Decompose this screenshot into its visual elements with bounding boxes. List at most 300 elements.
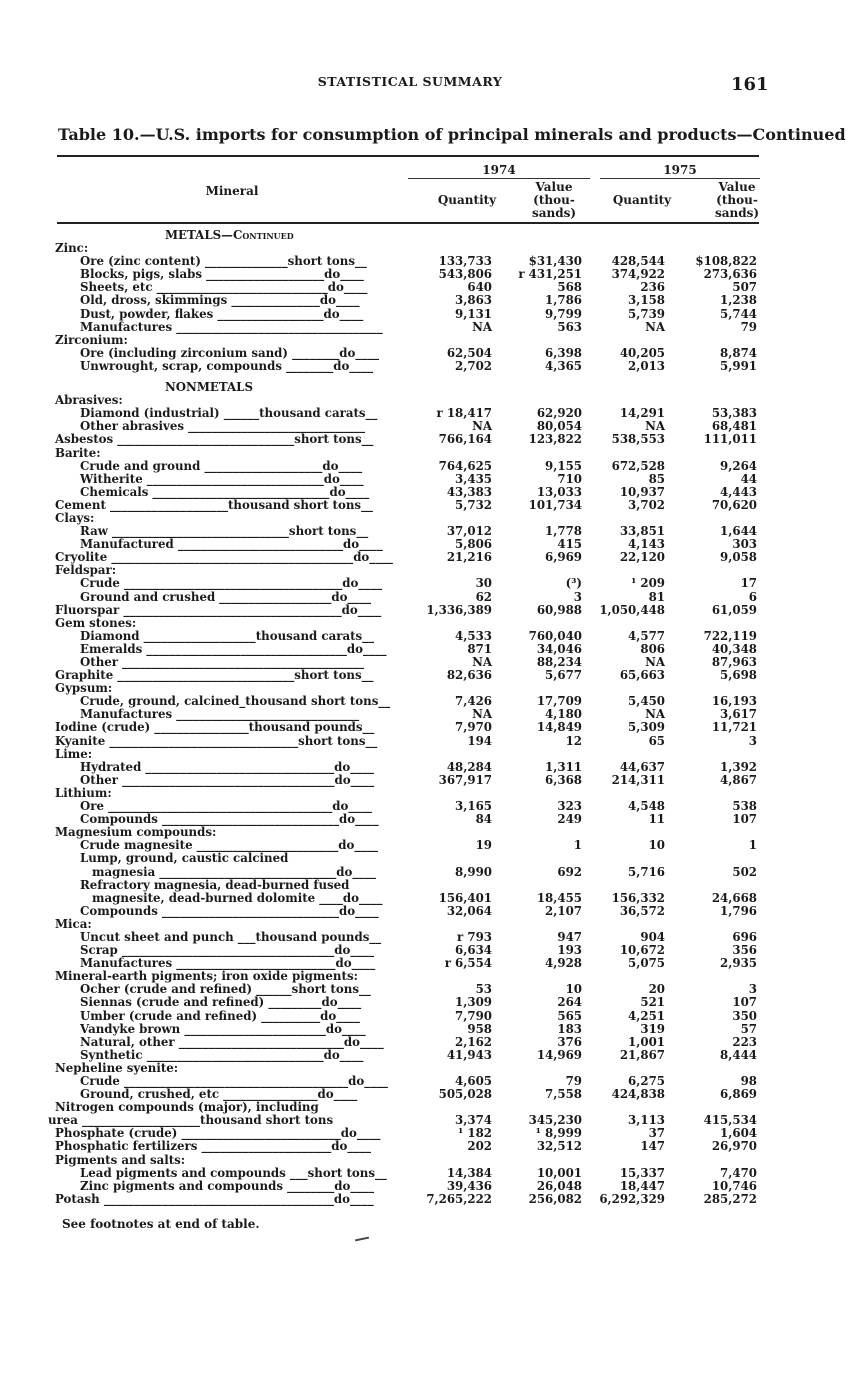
year-1975-header: 1975: [663, 163, 697, 177]
value-1974-cell: 565: [557, 1008, 582, 1023]
row-label: Ore ______________________________________do____: [80, 799, 372, 814]
table-row: [0, 748, 848, 761]
table-row: [0, 1180, 848, 1193]
value-1974-cell: 563: [557, 319, 582, 334]
quantity-1975-cell: NA: [645, 707, 665, 722]
quantity-1975-cell: 10,672: [619, 943, 665, 958]
row-label: Umber (crude and refined) __________do____: [80, 1008, 360, 1023]
quantity-1974-cell: 1,309: [455, 995, 492, 1010]
quantity-1974-cell: 82,636: [446, 668, 492, 683]
quantity-1975-cell: 521: [640, 995, 665, 1010]
value-1974-cell: 376: [557, 1034, 582, 1049]
quantity-1974-cell: 48,284: [446, 759, 492, 774]
row-label: Ore (zinc content) ______________short tons__: [80, 254, 367, 269]
value-1975-header: Value (thou- sands): [714, 180, 760, 220]
row-label: Hydrated ________________________________do____: [80, 759, 374, 774]
table-body: [0, 229, 848, 1206]
table-row: [0, 761, 848, 774]
value-1975-cell: 350: [732, 1008, 757, 1023]
row-label: Witherite ______________________________do____: [80, 471, 364, 486]
quantity-1975-cell: 65,663: [619, 668, 665, 683]
value-1974-cell: 264: [557, 995, 582, 1010]
row-label: Diamond (industrial) ______thousand carats__: [80, 406, 378, 421]
table-row: [0, 892, 848, 905]
table-row: [0, 334, 848, 347]
quantity-1975-cell: 156,332: [611, 890, 665, 905]
row-label: Diamond ___________________thousand carats__: [80, 628, 374, 643]
value-1974-cell: 6,398: [545, 345, 582, 360]
quantity-1975-cell: NA: [645, 655, 665, 669]
value-1974-cell: 79: [565, 1074, 582, 1088]
quantity-1974-cell: 21,216: [446, 550, 492, 565]
quantity-1974-cell: 133,733: [438, 254, 492, 269]
row-label: urea ____________________thousand short tons: [48, 1113, 334, 1128]
quantity-1975-cell: 36,572: [619, 903, 665, 918]
table-row: [0, 630, 848, 643]
quantity-1974-cell: 7,970: [455, 720, 492, 735]
quantity-1975-cell: 11: [648, 812, 665, 827]
row-label: Uncut sheet and punch ___thousand pounds__: [80, 929, 382, 944]
row-label: Clays:: [55, 510, 95, 525]
row-label: Other _________________________________________: [80, 655, 364, 669]
table-row: [0, 486, 848, 499]
value-1975-cell: 415,534: [703, 1113, 757, 1128]
quantity-1975-cell: 85: [648, 471, 665, 486]
quantity-1975-cell: 147: [640, 1139, 665, 1154]
quantity-1975-header: Quantity: [612, 193, 672, 207]
year-1975-rule: [600, 178, 760, 179]
header-bottom-rule: [57, 222, 759, 224]
value-1975-cell: 4,867: [720, 772, 757, 787]
table-row: [0, 1010, 848, 1023]
row-label: Iodine (crude) ________________thousand pounds__: [55, 720, 375, 735]
quantity-1975-cell: 6,275: [628, 1074, 665, 1088]
quantity-1974-cell: 3,863: [455, 293, 492, 308]
value-1974-cell: 14,849: [536, 720, 582, 735]
row-label: Mineral-earth pigments; iron oxide pigments:: [55, 969, 358, 984]
row-label: Manufactured ____________________________do____: [80, 537, 383, 552]
quantity-1974-cell: ¹ 182: [458, 1126, 492, 1141]
quantity-1975-cell: 672,528: [611, 458, 665, 473]
value-1975-cell: 5,991: [720, 358, 757, 373]
value-1974-cell: 9,799: [545, 306, 582, 321]
row-label: Lime:: [55, 746, 93, 761]
value-1975-cell: 98: [740, 1074, 757, 1088]
row-label: magnesite, dead-burned dolomite ____do____: [92, 890, 383, 905]
row-label: Synthetic ______________________________do____: [80, 1047, 364, 1062]
row-label: Crude magnesite ________________________do____: [80, 838, 378, 853]
value-1974-cell: 10: [565, 982, 582, 997]
quantity-1974-cell: 194: [467, 733, 492, 748]
row-label: Manufactures _______________________________: [80, 707, 360, 722]
quantity-1974-cell: 871: [467, 641, 492, 656]
value-1974-cell: 1: [573, 838, 582, 853]
quantity-1974-cell: r 18,417: [436, 406, 492, 421]
table-row: [0, 360, 848, 373]
value-1975-cell: 8,874: [720, 345, 757, 360]
value-1974-cell: 1,778: [545, 524, 582, 539]
value-1975-cell: 107: [732, 812, 757, 827]
quantity-1974-cell: NA: [472, 655, 492, 669]
value-1974-cell: 345,230: [528, 1113, 582, 1128]
row-label: Raw ______________________________short tons__: [80, 524, 369, 539]
row-label: Kyanite ________________________________short tons__: [55, 733, 378, 748]
quantity-1975-cell: 1,050,448: [599, 602, 665, 617]
value-1975-cell: 507: [732, 280, 757, 295]
quantity-1974-cell: 4,533: [455, 628, 492, 643]
value-1975-cell: 6,869: [720, 1087, 757, 1102]
quantity-1975-cell: 5,716: [628, 864, 665, 879]
table-row: [0, 294, 848, 307]
quantity-1975-cell: 81: [648, 589, 665, 604]
value-1975-cell: 57: [740, 1021, 757, 1036]
footnote: See footnotes at end of table.: [62, 1217, 260, 1231]
value-1974-cell: 4,180: [545, 707, 582, 722]
value-1975-cell: 111,011: [703, 432, 757, 447]
quantity-1974-cell: 32,064: [446, 903, 492, 918]
value-1974-cell: 26,048: [536, 1178, 582, 1193]
quantity-1974-cell: 7,426: [455, 694, 492, 709]
quantity-1975-cell: 5,309: [628, 720, 665, 735]
value-1975-cell: 61,059: [711, 602, 757, 617]
value-1975-cell: 70,620: [711, 497, 757, 512]
value-1974-cell: ¹ 8,999: [535, 1126, 582, 1141]
row-label: Zinc pigments and compounds ________do____: [80, 1178, 374, 1193]
row-label: Ore (including zirconium sand) ________do____: [80, 345, 380, 360]
table-row: [0, 473, 848, 486]
table-top-rule: [57, 155, 759, 157]
section-heading: [0, 229, 848, 242]
quantity-1974-cell: 5,732: [455, 497, 492, 512]
table-row: [0, 905, 848, 918]
quantity-1974-cell: 4,605: [455, 1074, 492, 1088]
table-row: [0, 499, 848, 512]
quantity-1975-cell: 214,311: [611, 772, 665, 787]
row-label: Chemicals ______________________________do____: [80, 484, 370, 499]
row-label: Manufactures ___________________________________: [80, 319, 383, 334]
quantity-1974-cell: 764,625: [438, 458, 492, 473]
quantity-1974-cell: 39,436: [446, 1178, 492, 1193]
value-1974-cell: 80,054: [536, 419, 582, 434]
value-1974-cell: 568: [557, 280, 582, 295]
table-row: [0, 721, 848, 734]
row-label: Asbestos ______________________________short tons__: [55, 432, 374, 447]
quantity-1975-cell: NA: [645, 419, 665, 434]
quantity-1974-cell: NA: [472, 319, 492, 334]
row-label: Gypsum:: [55, 681, 113, 696]
row-label: Crude ______________________________________do____: [80, 1074, 388, 1088]
value-1975-cell: 273,636: [703, 267, 757, 282]
quantity-1975-cell: 3,158: [628, 293, 665, 308]
row-label: Siennas (crude and refined) _________do____: [80, 995, 362, 1010]
row-label: Phosphate (crude) ___________________________do____: [55, 1126, 381, 1141]
value-1974-cell: 6,969: [545, 550, 582, 565]
table-row: [0, 1036, 848, 1049]
value-1974-cell: 760,040: [528, 628, 582, 643]
table-row: [0, 604, 848, 617]
value-1974-cell: 249: [557, 812, 582, 827]
quantity-1975-cell: 1,001: [628, 1034, 665, 1049]
quantity-1974-cell: NA: [472, 419, 492, 434]
value-1974-cell: r 431,251: [518, 267, 582, 282]
quantity-1975-cell: 37: [648, 1126, 665, 1141]
table-row: [0, 447, 848, 460]
value-1974-cell: 7,558: [545, 1087, 582, 1102]
value-1975-cell: 9,264: [720, 458, 757, 473]
value-1975-cell: 1,644: [720, 524, 757, 539]
row-label: Sheets, etc _____________________________do____: [80, 280, 368, 295]
quantity-1974-cell: 84: [475, 812, 492, 827]
value-1975-cell: 7,470: [720, 1165, 757, 1180]
spacer: [0, 373, 848, 381]
value-1975-cell: 3,617: [720, 707, 757, 722]
quantity-1974-cell: 37,012: [446, 524, 492, 539]
quantity-1974-cell: 53: [475, 982, 492, 997]
row-label: Cryolite _________________________________________do____: [55, 550, 393, 565]
table-row: [0, 321, 848, 334]
quantity-1975-cell: 5,739: [628, 306, 665, 321]
table-row: [0, 591, 848, 604]
value-1975-cell: 538: [732, 799, 757, 814]
row-label: Lump, ground, caustic calcined: [80, 851, 289, 866]
quantity-1974-cell: 156,401: [438, 890, 492, 905]
table-title: Table 10.—U.S. imports for consumption of principal minerals and products—Continued: [58, 125, 846, 144]
quantity-1975-cell: 4,251: [628, 1008, 665, 1023]
row-label: Barite:: [55, 445, 101, 460]
stray-mark: [355, 1237, 369, 1242]
value-1975-cell: 44: [740, 471, 757, 486]
quantity-1975-cell: 44,637: [619, 759, 665, 774]
value-1975-cell: 26,970: [711, 1139, 757, 1154]
quantity-1974-cell: 43,383: [446, 484, 492, 499]
row-label: Zinc:: [55, 241, 89, 256]
value-1974-cell: 4,928: [545, 956, 582, 971]
row-label: Abrasives:: [55, 393, 123, 408]
table-row: [0, 460, 848, 473]
table-row: [0, 617, 848, 630]
row-label: Old, dross, skimmings _______________do____: [80, 293, 360, 308]
quantity-1974-cell: 2,702: [455, 358, 492, 373]
quantity-1975-cell: 14,291: [619, 406, 665, 421]
value-1975-cell: 8,444: [720, 1047, 757, 1062]
value-1974-cell: 18,455: [536, 890, 582, 905]
row-label: Refractory magnesia, dead-burned fused: [80, 877, 350, 892]
quantity-1975-cell: 319: [640, 1021, 665, 1036]
quantity-1975-cell: 5,450: [628, 694, 665, 709]
quantity-1975-cell: 21,867: [619, 1047, 665, 1062]
value-1974-cell: 13,033: [536, 484, 582, 499]
quantity-1975-cell: 10,937: [619, 484, 665, 499]
row-label: Compounds ______________________________do____: [80, 903, 379, 918]
quantity-1975-cell: 40,205: [619, 345, 665, 360]
quantity-1975-cell: 5,075: [628, 956, 665, 971]
value-1975-cell: 79: [740, 319, 757, 334]
table-row: [0, 1023, 848, 1036]
quantity-1975-cell: NA: [645, 319, 665, 334]
value-1974-cell: 710: [557, 471, 582, 486]
page-number: 161: [731, 74, 769, 95]
value-1975-cell: 10,746: [711, 1178, 757, 1193]
table-row: [0, 735, 848, 748]
quantity-1975-cell: 4,548: [628, 799, 665, 814]
quantity-1975-cell: 806: [640, 641, 665, 656]
value-1974-cell: 60,988: [536, 602, 582, 617]
value-1975-cell: 5,744: [720, 306, 757, 321]
quantity-1974-cell: 3,165: [455, 799, 492, 814]
quantity-1975-cell: 4,577: [628, 628, 665, 643]
value-1974-cell: 6,368: [545, 772, 582, 787]
row-label: Potash _______________________________________do____: [55, 1191, 374, 1206]
quantity-1974-cell: 2,162: [455, 1034, 492, 1049]
quantity-1974-cell: 30: [475, 576, 492, 591]
row-label: Nitrogen compounds (major), including: [55, 1100, 319, 1115]
value-1975-cell: 502: [732, 864, 757, 879]
row-label: Zirconium:: [55, 332, 128, 347]
value-1975-cell: 68,481: [711, 419, 757, 434]
quantity-1975-cell: 374,922: [611, 267, 665, 282]
year-1974-header: 1974: [482, 163, 516, 177]
row-label: Other ____________________________________do____: [80, 772, 375, 787]
row-label: Natural, other ____________________________do____: [80, 1034, 384, 1049]
row-label: Ground, crushed, etc ________________do____: [80, 1087, 358, 1102]
value-1975-cell: 107: [732, 995, 757, 1010]
quantity-1974-cell: 62: [475, 589, 492, 604]
quantity-1975-cell: ¹ 209: [631, 576, 665, 591]
row-label: Nepheline syenite:: [55, 1060, 179, 1075]
row-label: Pigments and salts:: [55, 1152, 186, 1167]
value-1974-header: Value (thou- sands): [531, 180, 577, 220]
value-1975-cell: $108,822: [695, 254, 757, 269]
quantity-1975-cell: 236: [640, 280, 665, 295]
quantity-1974-cell: 41,943: [446, 1047, 492, 1062]
value-1974-cell: 183: [557, 1021, 582, 1036]
quantity-1974-cell: 766,164: [438, 432, 492, 447]
quantity-1974-cell: 1,336,389: [426, 602, 492, 617]
quantity-1974-cell: 3,435: [455, 471, 492, 486]
value-1974-cell: 17,709: [536, 694, 582, 709]
value-1974-cell: 323: [557, 799, 582, 814]
value-1975-cell: 16,193: [711, 694, 757, 709]
table-row: [0, 433, 848, 446]
quantity-1975-cell: 2,013: [628, 358, 665, 373]
row-label: Vandyke brown ________________________do____: [80, 1021, 366, 1036]
value-1974-cell: 1,311: [545, 759, 582, 774]
row-label: Dust, powder, flakes __________________do____: [80, 306, 364, 321]
value-1974-cell: 415: [557, 537, 582, 552]
table-row: [0, 774, 848, 787]
value-1974-cell: 2,107: [545, 903, 582, 918]
row-label: Scrap ____________________________________do____: [80, 943, 374, 958]
table-row: [0, 1193, 848, 1206]
value-1974-cell: 32,512: [536, 1139, 582, 1154]
quantity-1975-cell: 3,702: [628, 497, 665, 512]
table-row: [0, 879, 848, 892]
row-label: Fluorspar _____________________________________do____: [55, 602, 382, 617]
quantity-1974-cell: r 793: [457, 929, 492, 944]
quantity-1974-cell: NA: [472, 707, 492, 722]
row-label: Ocher (crude and refined) ______short tons__: [80, 982, 371, 997]
row-label: Manufactures ___________________________do____: [80, 956, 376, 971]
year-1974-rule: [408, 178, 590, 179]
table-row: [0, 852, 848, 865]
table-row: [0, 1049, 848, 1062]
quantity-1975-cell: 3,113: [628, 1113, 665, 1128]
row-label: Gem stones:: [55, 615, 137, 630]
quantity-1975-cell: 904: [640, 929, 665, 944]
value-1975-cell: 1,604: [720, 1126, 757, 1141]
value-1975-cell: 1,238: [720, 293, 757, 308]
value-1974-cell: 14,969: [536, 1047, 582, 1062]
row-label: Blocks, pigs, slabs ____________________do____: [80, 267, 364, 282]
table-row: [0, 308, 848, 321]
value-1974-cell: (³): [565, 576, 582, 591]
table-row: [0, 347, 848, 360]
value-1974-cell: 10,001: [536, 1165, 582, 1180]
quantity-1974-cell: 640: [467, 280, 492, 295]
quantity-1974-cell: 3,374: [455, 1113, 492, 1128]
value-1974-cell: 5,677: [545, 668, 582, 683]
quantity-1974-cell: 9,131: [455, 306, 492, 321]
value-1974-cell: 34,046: [536, 641, 582, 656]
quantity-1974-cell: 7,265,222: [426, 1191, 492, 1206]
quantity-1975-cell: 22,120: [619, 550, 665, 565]
value-1974-cell: 692: [557, 864, 582, 879]
row-label: Lead pigments and compounds ___short tons__: [80, 1165, 387, 1180]
row-label: NONMETALS: [165, 380, 253, 395]
value-1975-cell: 356: [732, 943, 757, 958]
row-label: Unwrought, scrap, compounds ________do____: [80, 358, 374, 373]
table-row: [0, 1140, 848, 1153]
quantity-1975-cell: 65: [648, 733, 665, 748]
value-1975-cell: 223: [732, 1034, 757, 1049]
running-head: STATISTICAL SUMMARY: [317, 74, 503, 89]
value-1974-cell: 9,155: [545, 458, 582, 473]
row-label: magnesia ______________________________do____: [92, 864, 376, 879]
quantity-1975-cell: 424,838: [611, 1087, 665, 1102]
table-row: [0, 1167, 848, 1180]
quantity-1974-cell: 7,790: [455, 1008, 492, 1023]
quantity-1974-header: Quantity: [437, 193, 497, 207]
value-1975-cell: 40,348: [711, 641, 757, 656]
quantity-1974-cell: 367,917: [438, 772, 492, 787]
quantity-1975-cell: 15,337: [619, 1165, 665, 1180]
row-label: Feldspar:: [55, 563, 117, 578]
value-1974-cell: $31,430: [528, 254, 582, 269]
row-label: Mica:: [55, 916, 92, 931]
table-row: [0, 1154, 848, 1167]
quantity-1975-cell: 428,544: [611, 254, 665, 269]
quantity-1975-cell: 18,447: [619, 1178, 665, 1193]
row-label: Crude _____________________________________do____: [80, 576, 382, 591]
value-1975-cell: 87,963: [711, 655, 757, 669]
quantity-1975-cell: 4,143: [628, 537, 665, 552]
value-1975-cell: 5,698: [720, 668, 757, 683]
quantity-1974-cell: 6,634: [455, 943, 492, 958]
value-1974-cell: 193: [557, 943, 582, 958]
table-row: [0, 551, 848, 564]
value-1975-cell: 53,383: [711, 406, 757, 421]
row-label: Magnesium compounds:: [55, 825, 217, 840]
value-1975-cell: 3: [748, 982, 757, 997]
value-1974-cell: 256,082: [528, 1191, 582, 1206]
row-label: Other abrasives ______________________________: [80, 419, 366, 434]
value-1975-cell: 2,935: [720, 956, 757, 971]
quantity-1975-cell: 6,292,329: [599, 1191, 665, 1206]
value-1975-cell: 1: [748, 838, 757, 853]
row-label: Emeralds __________________________________do____: [80, 641, 387, 656]
value-1975-cell: 303: [732, 537, 757, 552]
value-1974-cell: 123,822: [528, 432, 582, 447]
